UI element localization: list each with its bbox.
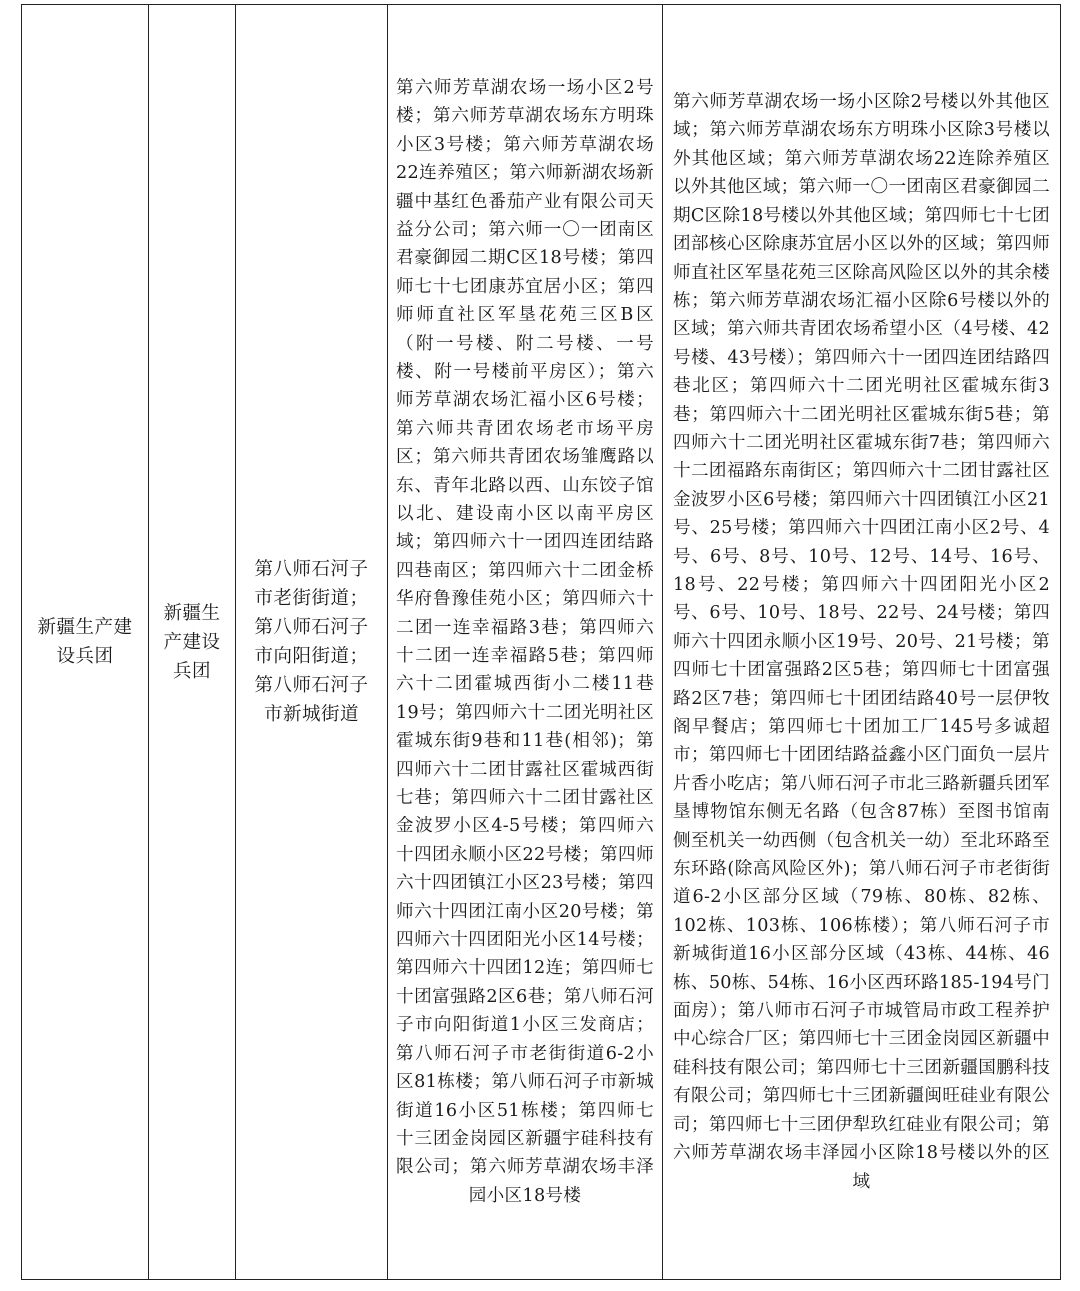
street-text: 第八师石河子市老街街道；第八师石河子市向阳街道；第八师石河子市新城街道	[254, 559, 369, 725]
province-text: 新疆生产建设兵团	[37, 617, 133, 667]
low-risk-text: 第六师芳草湖农场一场小区除2号楼以外其他区域；第六师芳草湖农场东方明珠小区除3号楼以外其他区域；第六师芳草湖农场22连除养殖区以外其他区域；第六师一〇一团南区君豪御园二期C区除18号楼以外其他区域；第四师七十七团团部核心区除康苏宜居小区以外的区域；第四师师直社区军垦花苑三区除高风险区以外的其余楼栋；第六师芳草湖农场汇福小区除6号楼以外的区域；第六师共青团农场希望小区（4号楼、42号楼、43号楼）；第四师六十一团四连团结路四巷北区；第四师六十二团光明社区霍城东街3巷；第四师六十二团光明社区霍城东街5巷；第四师六十二团光明社区霍城东街7巷；第四师六十二团福路东南街区；第四师六十二团甘露社区金波罗小区6号楼；第四师六十四团镇江小区21号、25号楼；第四师六十四团江南小区2号、4号、6号、8号、10号、12号、14号、16号、18号、22号楼；第四师六十四团阳光小区2号、6号、10号、18号、22号、24号楼；第四师六十四团永顺小区19号、20号、21号楼；第四师七十团富强路2区5巷；第四师七十团富强路2区7巷；第四师七十团团结路40号一层伊牧阁早餐店；第四师七十团加工厂145号多诚超市；第四师七十团团结路益鑫小区门面负一层片片香小吃店；第八师石河子市北三路新疆兵团军垦博物馆东侧无名路（包含87栋）至图书馆南侧至机关一幼西侧（包含机关一幼）至北环路至东环路(除高风险区外)；第八师石河子市老街街道6-2小区部分区域（79栋、80栋、82栋、102栋、103栋、106栋楼）；第八师石河子市新城街道16小区部分区域（43栋、44栋、46栋、50栋、54栋、16小区西环路185-194号门面房）；第八师市石河子市城管局市政工程养护中心综合厂区；第四师七十三团金岗园区新疆中硅科技有限公司；第四师七十三团新疆国鹏科技有限公司；第四师七十三团新疆闽旺硅业有限公司；第四师七十三团伊犁玖红硅业有限公司；第六师芳草湖农场丰泽园小区除18号楼以外的区域	[673, 92, 1050, 1192]
region-cell	[149, 5, 236, 1280]
medium-risk-text: 第六师芳草湖农场一场小区2号楼；第六师芳草湖农场东方明珠小区3号楼；第六师芳草湖农场22连养殖区；第六师新湖农场新疆中基红色番茄产业有限公司天益分公司；第六师一〇一团南区君豪御园二期C区18号楼；第四师七十七团康苏宜居小区；第四师师直社区军垦花苑三区B区（附一号楼、附二号楼、一号楼、附一号楼前平房区）；第六师芳草湖农场汇福小区6号楼；第六师共青团农场老市场平房区；第六师共青团农场雏鹰路以东、青年北路以西、山东饺子馆以北、建设南小区以南平房区域；第四师六十一团四连团结路四巷南区；第四师六十二团金桥华府鲁豫佳苑小区；第四师六十二团一连幸福路3巷；第四师六十二团一连幸福路5巷；第四师六十二团霍城西街小二楼11巷19号；第四师六十二团光明社区霍城东街9巷和11巷(相邻)；第四师六十二团甘露社区霍城西街七巷；第四师六十二团甘露社区金波罗小区4-5号楼；第四师六十四团永顺小区22号楼；第四师六十四团镇江小区23号楼；第四师六十四团江南小区20号楼；第四师六十四团阳光小区14号楼；第四师六十四团12连；第四师七十团富强路2区6巷；第八师石河子市向阳街道1小区三发商店；第八师石河子市老街街道6-2小区81栋楼；第八师石河子市新城街道16小区51栋楼；第四师七十三团金岗园区新疆宇硅科技有限公司；第六师芳草湖农场丰泽园小区18号楼	[396, 77, 654, 1206]
street-cell	[236, 5, 388, 1280]
low-risk-cell	[663, 5, 1061, 1280]
table-row	[22, 5, 1061, 1280]
province-cell	[22, 5, 149, 1280]
region-text: 新疆生产建设兵团	[163, 602, 221, 682]
medium-risk-cell	[388, 5, 663, 1280]
risk-area-table	[21, 4, 1061, 1280]
